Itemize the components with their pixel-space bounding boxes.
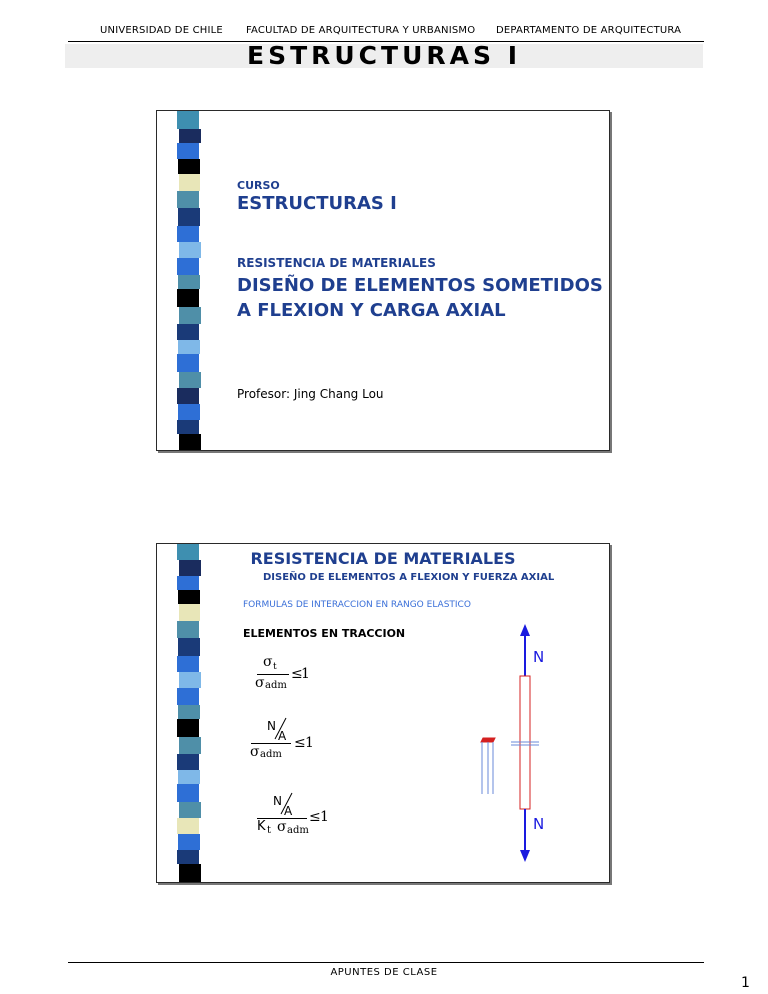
subject-label: RESISTENCIA DE MATERIALES xyxy=(237,256,436,270)
force-label-top: N xyxy=(533,648,545,666)
formula3-rhs: 1 xyxy=(320,809,329,825)
slide-subtitle: DISEÑO DE ELEMENTOS A FLEXION Y FUERZA AXIAL xyxy=(263,572,555,583)
formula2-A: A xyxy=(278,729,287,743)
formula2-N: N xyxy=(267,719,276,733)
formula1-den-sigma: σ xyxy=(255,675,265,691)
formula2-den-sub: adm xyxy=(260,749,282,760)
formula1-sigma: σ xyxy=(263,654,273,670)
formula3-N: N xyxy=(273,794,282,808)
header-faculty: FACULTAD DE ARQUITECTURA Y URBANISMO xyxy=(246,25,476,36)
section-heading: ELEMENTOS EN TRACCION xyxy=(243,627,406,640)
content-slide xyxy=(156,543,610,883)
section-sketch-top xyxy=(481,738,495,742)
formula2-den-sigma: σ xyxy=(250,744,260,760)
header-university: UNIVERSIDAD DE CHILE xyxy=(100,25,223,36)
curso-title: ESTRUCTURAS I xyxy=(237,193,397,214)
header-department: DEPARTAMENTO DE ARQUITECTURA xyxy=(496,25,682,36)
formula1-rhs: 1 xyxy=(301,666,310,682)
arrowhead-down-icon xyxy=(520,850,530,862)
formula2-rhs: 1 xyxy=(305,735,314,751)
course-banner-title: ESTRUCTURAS I xyxy=(247,41,521,70)
formula3-A: A xyxy=(284,804,293,818)
formula1-den-sub: adm xyxy=(265,680,287,691)
slide-title-line1: DISEÑO DE ELEMENTOS SOMETIDOS xyxy=(237,275,603,296)
slide-title: RESISTENCIA DE MATERIALES xyxy=(250,549,516,568)
formula3-K-sub: t xyxy=(267,825,272,836)
force-label-bottom: N xyxy=(533,815,545,833)
page-number: 1 xyxy=(741,975,750,991)
title-slide xyxy=(156,110,610,451)
formula3-K: K xyxy=(257,819,266,834)
formula3-den-sub: adm xyxy=(287,825,309,836)
arrowhead-up-icon xyxy=(520,624,530,636)
slide-title-line2: A FLEXION Y CARGA AXIAL xyxy=(237,300,506,321)
formula1-rel: ≤ xyxy=(291,666,303,682)
footer-text: APUNTES DE CLASE xyxy=(330,967,438,978)
formula3-rel: ≤ xyxy=(309,809,321,825)
formula2-rel: ≤ xyxy=(294,735,306,751)
footer-rule xyxy=(68,962,704,963)
formula3-den-sigma: σ xyxy=(277,819,287,835)
section-title: FORMULAS DE INTERACCION EN RANGO ELASTICO xyxy=(243,600,471,610)
curso-label: CURSO xyxy=(237,179,280,192)
formula1-num-sub: t xyxy=(273,662,277,672)
course-banner xyxy=(65,41,703,70)
decorative-stripe xyxy=(175,544,203,882)
professor-name: Profesor: Jing Chang Lou xyxy=(237,387,384,401)
decorative-stripe xyxy=(175,111,203,450)
